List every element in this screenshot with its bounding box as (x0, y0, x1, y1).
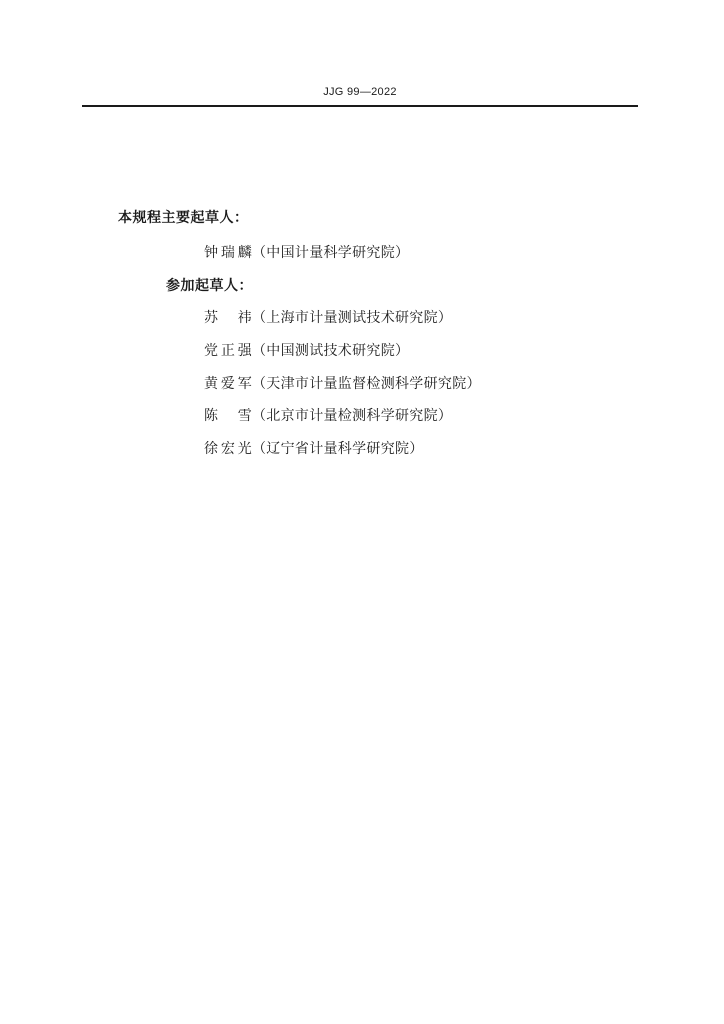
drafter-name: 陈 雪 (204, 408, 252, 424)
drafter-name: 钟瑞麟 (204, 245, 252, 261)
participating-drafter-entry (204, 307, 452, 327)
participating-drafter-entry (204, 340, 409, 360)
drafter-name: 苏 祎 (204, 310, 252, 326)
main-drafters-title: 本规程主要起草人： (118, 210, 249, 226)
main-drafter-entry (204, 242, 409, 262)
drafter-name: 党正强 (204, 343, 252, 359)
participating-drafter-entry (204, 373, 481, 393)
drafter-affiliation: （天津市计量监督检测科学研究院） (252, 376, 481, 392)
participating-drafter-entry (204, 438, 424, 458)
drafter-affiliation: （中国测试技术研究院） (252, 343, 410, 359)
drafter-name: 徐宏光 (204, 441, 252, 457)
drafter-name: 黄爱军 (204, 376, 252, 392)
drafter-affiliation: （辽宁省计量科学研究院） (252, 441, 424, 457)
drafter-affiliation: （中国计量科学研究院） (252, 245, 410, 261)
participating-drafter-entry (204, 405, 452, 425)
drafter-affiliation: （上海市计量测试技术研究院） (252, 310, 453, 326)
drafter-affiliation: （北京市计量检测科学研究院） (252, 408, 453, 424)
header-rule (82, 105, 638, 107)
page-header: JJG 99—2022 (323, 86, 397, 98)
participating-drafters-title: 参加起草人： (166, 278, 253, 294)
